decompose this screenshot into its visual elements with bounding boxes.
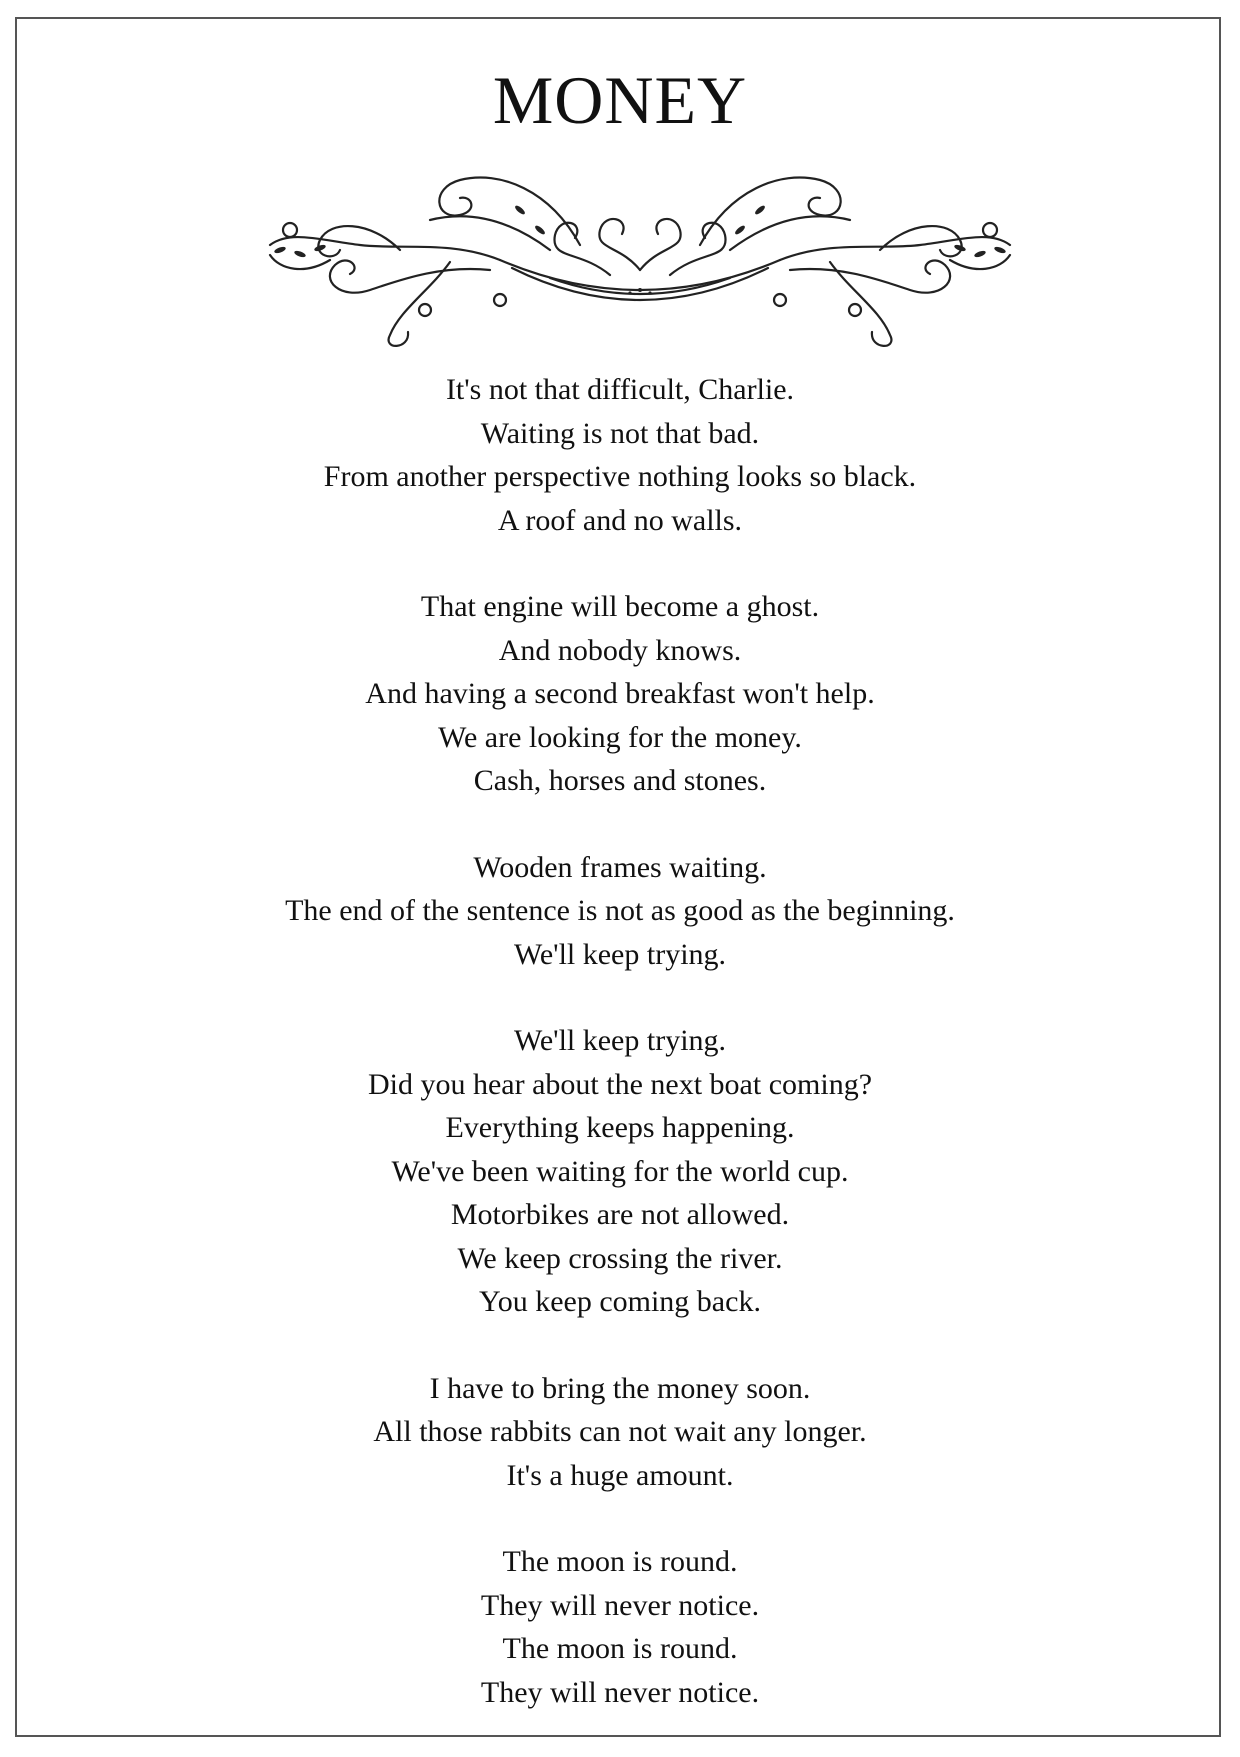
poem-line: A roof and no walls. [497, 503, 743, 537]
poem-line: We'll keep trying. [513, 1024, 727, 1057]
stanza-1 [0, 368, 1240, 542]
poem-line: From another perspective nothing looks so black. [323, 460, 917, 493]
poem-line: Motorbikes are not allowed. [450, 1198, 790, 1231]
poem-line: We've been waiting for the world cup. [391, 1154, 849, 1188]
poem-line: We are looking for the money. [438, 720, 802, 754]
poem-line: That engine will become a ghost. [420, 590, 820, 623]
stanza-2 [0, 585, 1240, 803]
stanza-6 [0, 1540, 1240, 1714]
poem-line: The end of the sentence is not as good as the beginning. [285, 894, 955, 927]
poem-line: Wooden frames waiting. [473, 850, 767, 884]
poem-body [0, 368, 1240, 1757]
floral-flourish-ornament-icon [250, 150, 1030, 350]
poem-line: Cash, horses and stones. [473, 764, 767, 797]
stanza-4 [0, 1019, 1240, 1324]
poem-line: And having a second breakfast won't help. [365, 677, 875, 710]
poem-line: Did you hear about the next boat coming? [367, 1067, 873, 1101]
poem-line: It's not that difficult, Charlie. [445, 373, 795, 406]
poem-line: It's a huge amount. [506, 1458, 734, 1492]
poem-line: Everything keeps happening. [445, 1111, 795, 1144]
poem-line: The moon is round. [502, 1545, 738, 1578]
poem-line: They will never notice. [480, 1675, 760, 1709]
poem-line: We keep crossing the river. [457, 1241, 783, 1275]
poem-line: We'll keep trying. [513, 937, 727, 971]
poem-line: They will never notice. [480, 1588, 760, 1622]
poem-line: All those rabbits can not wait any longer. [373, 1415, 867, 1448]
poem-line: You keep coming back. [479, 1285, 761, 1318]
stanza-3 [0, 846, 1240, 977]
poem-line: And nobody knows. [498, 633, 742, 667]
poem-line: The moon is round. [502, 1632, 738, 1665]
poem-line: Waiting is not that bad. [480, 416, 760, 450]
poem-title: MONEY [492, 62, 748, 138]
poem-line: I have to bring the money soon. [429, 1371, 811, 1405]
stanza-5 [0, 1367, 1240, 1498]
